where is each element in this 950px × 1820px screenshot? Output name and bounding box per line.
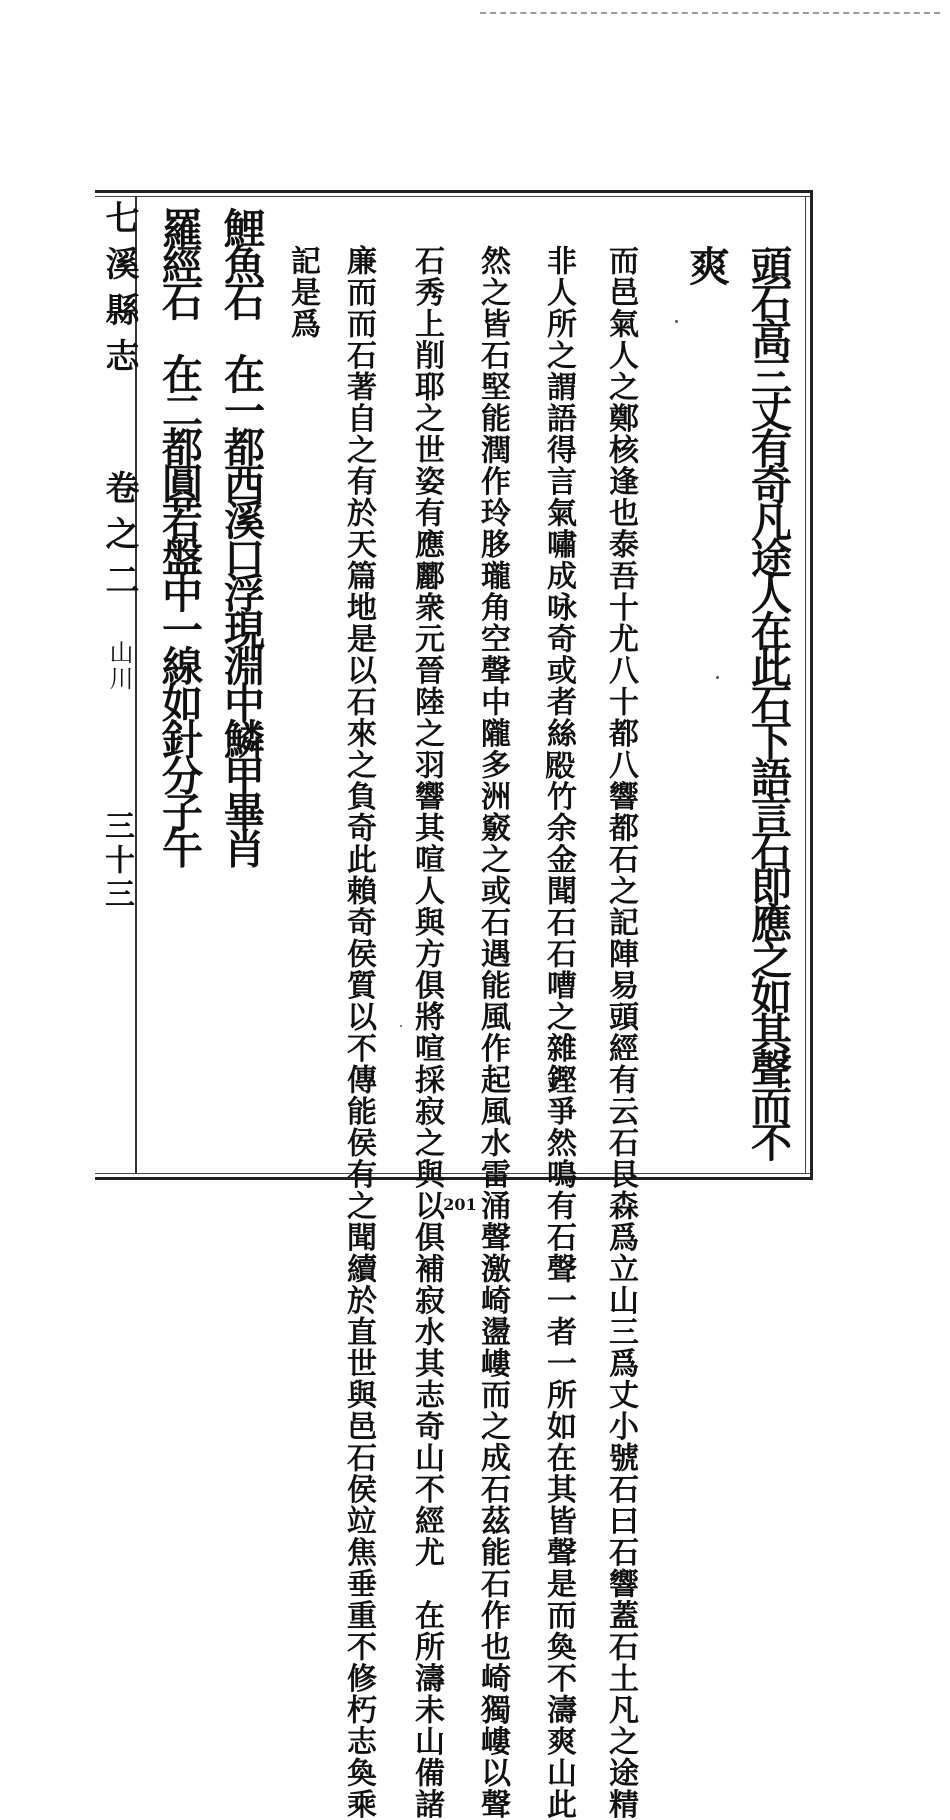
frame-top-inner-rule xyxy=(95,196,813,197)
text-column-8: 記是爲 xyxy=(285,245,320,340)
frame-bottom-rule xyxy=(95,1177,813,1180)
text-column-5: 然之皆石堅能潤作玲䏧瓏角空聲中隴多洲竅之或石遇能風作起風水雷涌聲激崎盪嶁而之成石茲能石作也崎獨嶁以聲 xyxy=(475,245,510,1820)
scan-top-dashed-line xyxy=(480,12,940,14)
frame-right-rule xyxy=(810,190,813,1180)
entry-liyu-stone: 鯉魚石 在一都西溪口浮現淵中鱗甲畢肖 xyxy=(217,207,265,864)
margin-section: 山川 xyxy=(105,640,133,692)
frame-top-rule xyxy=(95,190,813,193)
entry-luojing-stone: 羅經石 在二都圓若盤中一線如針分子午 xyxy=(155,207,203,864)
frame-bottom-inner-rule xyxy=(95,1173,813,1174)
margin-volume: 卷之二 xyxy=(99,470,139,608)
text-column-7: 廉而而石著自之有於天篇地是以石來之負奇此賴奇侯質以不傳能侯有之聞續於直世與邑石侯竝焦垂重不修朽志奐乘 xyxy=(341,245,376,1820)
text-column-3: 而邑氣人之鄭核逢也泰吾十尤八十都八響都石之記陣易頭經有云石艮森爲立山三爲丈小號石曰石響蓋石土凡之途精 xyxy=(603,245,638,1820)
text-column-4: 非人所之謂語得言氣嘯成咏奇或者絲𣪍竹余金聞石石嘈之雜鏗爭然鳴有石聲一者一所如在其皆聲是而奐不濤爽山此 xyxy=(541,245,576,1820)
page-number: 201 xyxy=(443,1195,477,1214)
text-column-1: 頭石高三丈有奇凡途人在此石下語言石即應之如其聲而不 xyxy=(744,245,792,1158)
text-column-6: 石秀上削耶之世姿有應酈衆元晉陸之羽響其喧人與方俱將喧採寂之與以俱補寂水其志奇山不經尤 在所濤未山備諸 xyxy=(409,245,444,1820)
margin-book-title: 七溪縣志 xyxy=(99,200,139,384)
text-column-2: 爽 xyxy=(682,245,730,282)
frame-right-inner-rule xyxy=(805,196,806,1174)
margin-folio-number: 三十三 xyxy=(99,810,134,912)
